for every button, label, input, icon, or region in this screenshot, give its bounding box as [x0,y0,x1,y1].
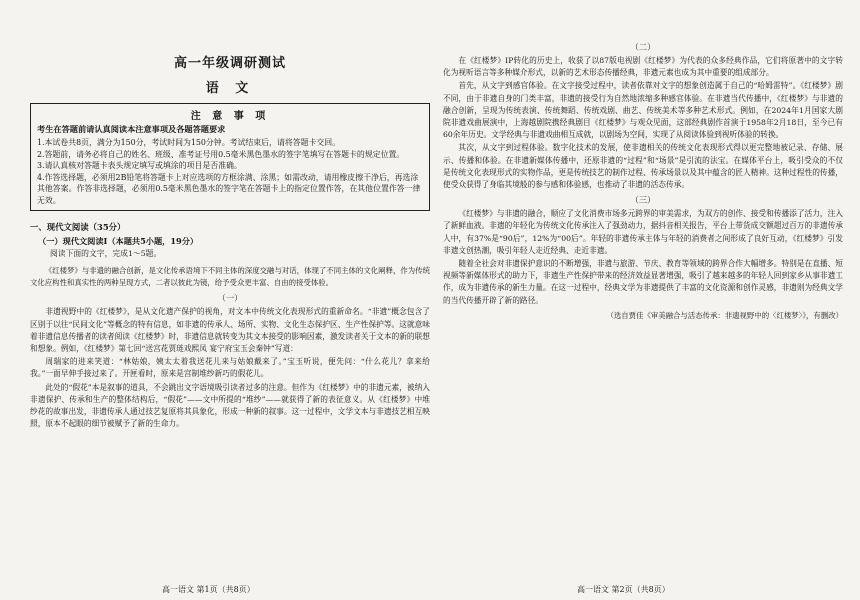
article-paragraph: 此处的“假花”本是叙事的道具，不会跳出文字语境吸引读者过多的注意。但作为《红楼梦》中的非遗元素，被纳入非遗保护、传承和生产的整体结构后，“假花”——文中所提的“堆纱”——就获得了新的表征意义。从《红楼梦》中堆纱花的故事出发，非遗传承人通过技艺复原将其具象化，形成一种新的叙事。这一过程中，文学文本与非遗技艺相互映照，原本不起眼的细节被赋予了新的生命力。 [30,382,430,429]
page-footer: 高一语文 第1页（共8页） [162,585,255,594]
part-marker: （二） [630,42,656,52]
part-marker: （三） [630,195,656,206]
reading-instruction: 阅读下面的文字，完成1～5题。 [50,249,162,258]
subsection-heading: （一）现代文阅读Ⅰ（本题共5小题，19分） [38,236,199,246]
source-citation: （选自贾佳《审美融合与活态传承：非遗视野中的〈红楼梦〉》，有删改） [606,310,843,320]
notice-title: 注 意 事 项 [190,111,270,122]
article-paragraph: 《红楼梦》与非遗的融合，顺应了文化消费市场多元跨界的审美需求，为双方的创作、接受和传播添了活力，注入了新鲜血液。非遗的年轻化为传统文化传承注入了强劲动力，据抖音相关报告，平台上带货成交额超过百万的非遗传承人中，有37%是“90后”，12%为“00后”。年轻的非遗传承主体与年轻的消费者之间形成了良好互动，《红楼梦》引发非遗文创热潮，吸引年轻人走近经典、走近非遗。 [443,209,843,255]
subject-title: 语 文 [205,81,255,96]
exam-title: 高一年级调研测试 [173,56,286,71]
quote-paragraph: 周瑞家的进来笑道：“林姑娘，姨太太着我送花儿来与姑娘戴来了。”宝玉听说，便先问：“什么花儿？拿来给我。”一面早伸手接过来了。开匣看时，原来是宫制堆纱新巧的假花儿。 [30,357,430,379]
page-2 [443,38,843,321]
section-heading: 一、现代文阅读（35分） [30,222,126,232]
article-paragraph: 非遗视野中的《红楼梦》，是从文化遗产保护的视角，对文本中传统文化表现形式的重新命名。“非遗”概念包含了区别于以往“民间文化”等概念的特有信息，如非遗的传承人、场所、实物、文化生态保护区、生产性保护等。这就意味着非遗信息传播者的读者阅读《红楼梦》时，非遗信息就转变为其文本接受的影响因素，激发读者关于文本的新的联想和想象。例如，《红楼梦》第七回“送宫花贾琏戏熙凤 宴宁府宝玉会秦钟”写道： [30,307,430,354]
notice-item: 4.作答选择题，必须用2B铅笔将答题卡上对应选项的方框涂满、涂黑；如需改动，请用橡皮擦干净后，再选涂其他答案。作答非选择题，必须用0.5毫米黑色墨水的签字笔在答题卡上的指定位置作答，在其他位置作答一律无效。 [37,172,421,205]
page-footer: 高一语文 第2页（共8页） [577,585,670,594]
article-paragraph: 随着全社会对非遗保护意识的不断增强，非遗与旅游、节庆、教育等领域的跨界合作大幅增多。特别是在直播、短视频等新媒体形式的助力下，非遗生产性保护带来的经济效益显著增强，吸引了越来越多的年轻人回到家乡从事非遗工作，成为非遗传承的新生力量。在这一过程中，经典文学为非遗提供了丰富的文化资源和创作灵感，非遗则为经典文学的当代传播开辟了新的路径。 [443,259,843,305]
notice-subtitle: 考生在答题前请认真阅读本注意事项及各题答题要求 [37,124,226,134]
notice-item: 1.本试卷共8页，满分为150分，考试时间为150分钟。考试结束后，请将答题卡交回。 [37,138,341,147]
article-paragraph: 在《红楼梦》IP转化的历史上，收获了以87版电视剧《红楼梦》为代表的众多经典作品，它们将原著中的文字转化为视听语言等多种媒介形式，以新的艺术形态传播经典，非遗元素也成为其中重要的组成部分。 [443,56,843,78]
article-paragraph: 其次，从文字到过程体验。数字化技术的发展，使非遗相关的传统文化表现形式得以更完整地被记录、存储、展示、传播和体验。在非遗新媒体传播中，还原非遗的“过程”和“场景”是引流的法宝。在媒体平台上，吸引受众的不仅是传统文化表现形式的实物作品，更是传统技艺的制作过程、传承场景以及其中蕴含的匠人精神。这种过程性的传播，使受众获得了身临其境般的参与感和体验感，也推动了非遗的活态传承。 [443,143,843,190]
part-marker: （一） [217,293,243,304]
notice-box [30,103,430,211]
notice-item: 3.请认真核对答题卡表头规定填写或填涂的项目是否准确。 [37,161,242,170]
notice-item: 2.答题前，请务必将自己的姓名、班级、准考证号用0.5毫米黑色墨水的签字笔填写在答题卡的规定位置。 [37,149,405,159]
intro-paragraph: 《红楼梦》与非遗的融合创新，是文化传承语境下不同主体的深度交融与对话，体现了不同主体的文化阐释，作为传统文化应构性和真实性的两种呈现方式，二者以彼此为镜，给予受众更丰富、自由的接受体验。 [30,266,430,288]
page-1 [30,38,430,431]
article-paragraph: 首先，从文字到感官体验。在文字接受过程中，读者依靠对文字的想象创造属于自己的“哈姆雷特”。《红楼梦》剧不同，由于非遗自身的门类丰富，非遗的接受行为自然地浓缩多种感官体验。在非遗当代传播中，《红楼梦》与非遗的融合创新，呈现为传统表演、传统舞蹈、传统戏剧、曲艺、传统美术等多种艺术形式。例如，在2024年1月国家大剧院非遗戏曲展演中，上海越剧院携经典剧目《红楼梦》与观众见面，这部经典剧作首演于1958年2月18日，至今已有60余年历史。文学经典与非遗戏曲相互成就，以剧场为空间，实现了从阅读体验到视听体验的转换。 [443,81,843,140]
